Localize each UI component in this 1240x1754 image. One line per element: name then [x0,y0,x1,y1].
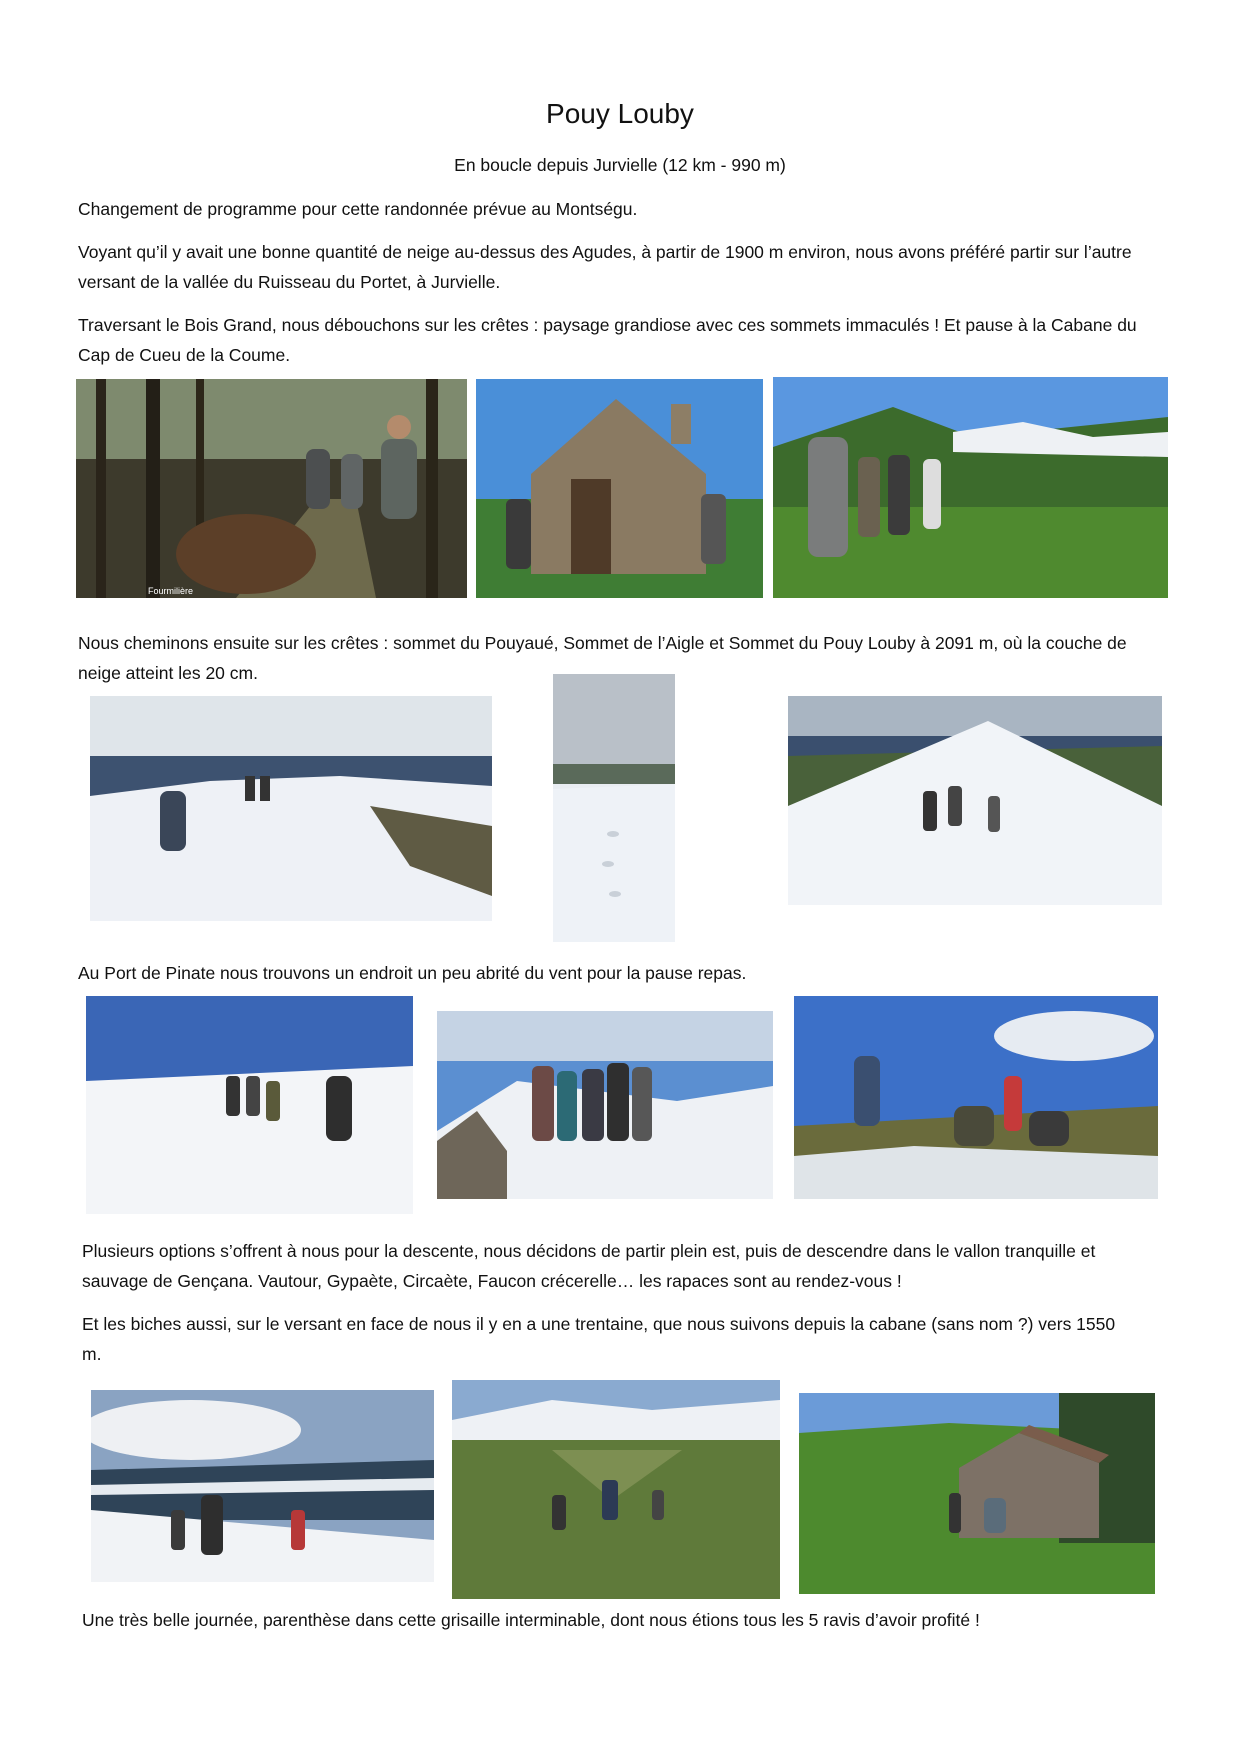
photo-snow-slope-hikers [86,996,413,1214]
photo-snow-summit-climb [788,696,1162,905]
photo-forest-trail [76,379,467,598]
paragraph-7: Et les biches aussi, sur le versant en face de nous il y en a une trentaine, que nous suivons depuis la cabane (sans nom ?) vers 1550 m. [82,1314,1116,1364]
paragraph-8: Une très belle journée, parenthèse dans cette grisaille interminable, dont nous étions tous les 5 ravis d’avoir profité ! [82,1610,980,1630]
page-title: Pouy Louby [546,98,694,129]
photo-descent-view [91,1390,434,1582]
photo-snow-ridge-walk [90,696,492,921]
photo-group-meadow [773,377,1168,598]
paragraph-5: Au Port de Pinate nous trouvons un endroit un peu abrité du vent pour la pause repas. [78,963,747,983]
photo-snow-tracks-vertical [553,674,675,942]
photo-stone-cabin [476,379,763,598]
paragraph-3: Traversant le Bois Grand, nous débouchons sur les crêtes : paysage grandiose avec ces sommets immaculés ! Et pause à la Cabane du Cap de Cueu de la Coume. [78,315,1137,365]
paragraph-4: Nous cheminons ensuite sur les crêtes : sommet du Pouyaué, Sommet de l’Aigle et Sommet du Pouy Louby à 2091 m, où la couche de neige atteint les 20 cm. [78,633,1127,683]
photo-caption-forest: Fourmilière [148,586,194,596]
paragraph-2: Voyant qu’il y avait une bonne quantité de neige au-dessus des Agudes, à partir de 1900 m environ, nous avons préféré partir sur l’autre versant de la vallée du Ruisseau du Portet, à Jurvielle. [78,242,1132,292]
photo-group-snow-summit [437,1011,773,1199]
paragraph-1: Changement de programme pour cette randonnée prévue au Montségu. [78,199,638,219]
photo-lunch-break [794,996,1158,1199]
page-subtitle: En boucle depuis Jurvielle (12 km - 990 m) [454,155,786,175]
photo-stone-hut-meadow [799,1393,1155,1594]
photo-valley-descent [452,1380,780,1599]
paragraph-6: Plusieurs options s’offrent à nous pour la descente, nous décidons de partir plein est, puis de descendre dans le vallon tranquille et sauvage de Gençana. Vautour, Gypaète, Circaète, Faucon crécerelle… les rapaces sont au rendez-vous ! [82,1241,1096,1291]
